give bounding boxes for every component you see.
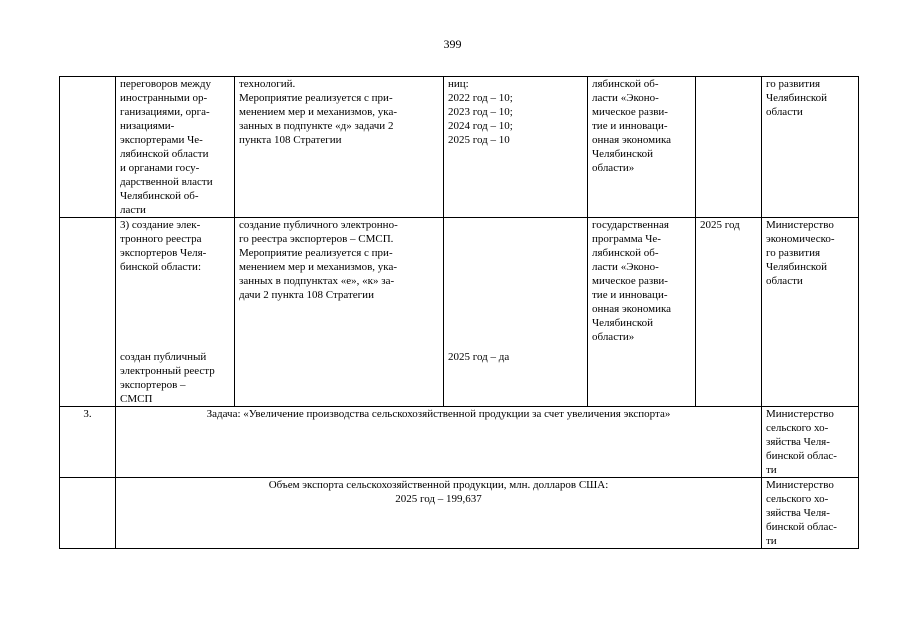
cell-program: лябинской об- ласти «Эконо- мическое разви- тие и инноваци- онная экономика Челябинской области» — [588, 77, 696, 218]
page-number: 399 — [443, 37, 462, 51]
cell-indicators: 2025 год – да — [444, 218, 588, 407]
table-row — [60, 407, 859, 478]
table-row — [60, 218, 859, 407]
cell-number: 3. — [60, 407, 116, 478]
cell-number — [60, 478, 116, 549]
measures-table — [59, 76, 859, 549]
cell-number — [60, 218, 116, 407]
cell-responsible: Министерство экономическо- го развития Челябинской области — [762, 218, 859, 407]
cell-responsible: Министерство сельского хо- зяйства Челя- бинской облас- ти — [762, 478, 859, 549]
cell-measure: переговоров между иностранными ор- ганизациями, орга- низациями- экспортерами Че- лябинской области и органами госу- дарственной власти Челябинской об- ласти — [116, 77, 235, 218]
cell-measure: 3) создание элек- тронного реестра экспортеров Челя- бинской области: создан публичный электронный реестр экспортеров – СМСП — [116, 218, 235, 407]
cell-description: технологий. Мероприятие реализуется с при- менением мер и механизмов, ука- занных в подпункте «д» задачи 2 пункта 108 Стратегии — [235, 77, 444, 218]
cell-indicators: ниц: 2022 год – 10; 2023 год – 10; 2024 год – 10; 2025 год – 10 — [444, 77, 588, 218]
cell-number — [60, 77, 116, 218]
task-title: Задача: «Увеличение производства сельскохозяйственной продукции за счет увеличения экспорта» — [116, 407, 762, 478]
cell-program: государственная программа Че- лябинской об- ласти «Эконо- мическое разви- тие и инноваци- онная экономика Челябинской области» — [588, 218, 696, 407]
cell-responsible: Министерство сельского хо- зяйства Челя- бинской облас- ти — [762, 407, 859, 478]
cell-responsible: го развития Челябинской области — [762, 77, 859, 218]
export-indicator: Объем экспорта сельскохозяйственной продукции, млн. долларов США: 2025 год – 199,637 — [116, 478, 762, 549]
table-row — [60, 478, 859, 549]
cell-description: создание публичного электронно- го реестра экспортеров – СМСП. Мероприятие реализуется с при- менением мер и механизмов, ука- занных в подпунктах «е», «к» за- дачи 2 пункта 108 Стратегии — [235, 218, 444, 407]
table-row — [60, 77, 859, 218]
cell-deadline: 2025 год — [696, 218, 762, 407]
cell-deadline — [696, 77, 762, 218]
